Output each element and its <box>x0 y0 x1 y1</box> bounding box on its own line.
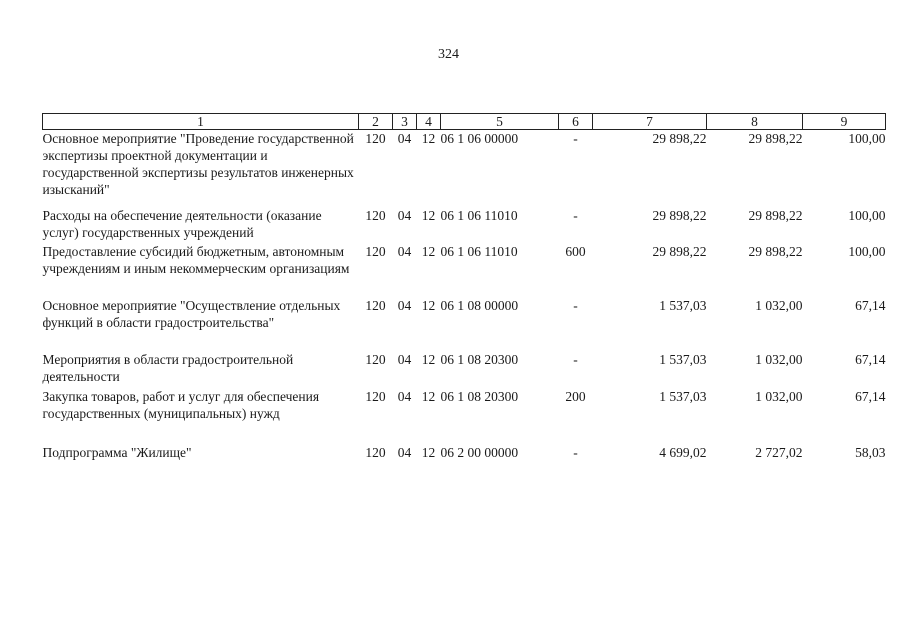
row-name: Предоставление субсидий бюджетным, автономным учреждениям и иным некоммерческим организациям <box>42 243 350 276</box>
row-c8: 2 727,02 <box>755 444 803 460</box>
header-col-9: 9 <box>803 114 886 130</box>
row-name: Подпрограмма "Жилище" <box>42 444 192 460</box>
row-c4: 12 <box>421 444 436 460</box>
table-row <box>43 388 886 424</box>
header-col-3: 3 <box>393 114 417 130</box>
header-col-1: 1 <box>43 114 359 130</box>
row-c8: 1 032,00 <box>755 351 803 367</box>
row-c6: - <box>573 351 578 367</box>
row-c8: 29 898,22 <box>748 131 803 146</box>
spacer-row <box>43 424 886 444</box>
row-c9: 67,14 <box>855 351 886 367</box>
budget-table <box>42 113 886 464</box>
row-c5: 06 1 06 11010 <box>440 207 518 223</box>
table-row <box>43 207 886 243</box>
row-c8: 1 032,00 <box>755 297 803 313</box>
row-c7: 29 898,22 <box>652 131 707 146</box>
row-c9: 67,14 <box>855 297 886 313</box>
row-c6: - <box>573 444 578 460</box>
row-c7: 4 699,02 <box>659 444 707 460</box>
row-c2: 120 <box>365 444 386 460</box>
row-c5: 06 1 08 00000 <box>440 297 519 313</box>
row-c5: 06 1 08 20300 <box>440 388 519 404</box>
row-c9: 100,00 <box>848 131 886 146</box>
row-c4: 12 <box>421 131 436 146</box>
table-row <box>43 351 886 388</box>
page-number: 324 <box>438 47 459 62</box>
table-row <box>43 297 886 351</box>
row-c6: 600 <box>565 243 586 259</box>
row-c6: - <box>573 131 578 146</box>
row-c3: 04 <box>397 243 412 259</box>
row-c9: 100,00 <box>848 243 886 259</box>
row-c3: 04 <box>397 351 412 367</box>
row-c4: 12 <box>421 243 436 259</box>
row-c7: 1 537,03 <box>659 351 707 367</box>
row-c4: 12 <box>421 351 436 367</box>
header-col-8: 8 <box>707 114 803 130</box>
row-c8: 29 898,22 <box>748 207 803 223</box>
row-c6: - <box>573 207 578 223</box>
row-c9: 67,14 <box>855 388 886 404</box>
spacer-cell <box>43 424 886 444</box>
row-c5: 06 2 00 00000 <box>440 444 519 460</box>
row-name: Закупка товаров, работ и услуг для обеспечения государственных (муниципальных) нужд <box>42 388 320 421</box>
row-c2: 120 <box>365 388 386 404</box>
row-c3: 04 <box>397 297 412 313</box>
row-c9: 58,03 <box>855 444 886 460</box>
row-c5: 06 1 06 11010 <box>440 243 518 259</box>
row-name: Мероприятия в области градостроительной деятельности <box>42 351 294 384</box>
row-c2: 120 <box>365 297 386 313</box>
row-c8: 29 898,22 <box>748 243 803 259</box>
row-name: Основное мероприятие "Осуществление отдельных функций в области градостроительства" <box>42 297 341 330</box>
row-name: Расходы на обеспечение деятельности (оказание услуг) государственных учреждений <box>42 207 322 240</box>
row-c2: 120 <box>365 243 386 259</box>
row-c4: 12 <box>421 297 436 313</box>
table-row <box>43 243 886 297</box>
row-c6: - <box>573 297 578 313</box>
row-c4: 12 <box>421 207 436 223</box>
row-c2: 120 <box>365 207 386 223</box>
table-row <box>43 444 886 464</box>
row-c7: 1 537,03 <box>659 297 707 313</box>
header-col-5: 5 <box>441 114 559 130</box>
row-c7: 1 537,03 <box>659 388 707 404</box>
row-c7: 29 898,22 <box>652 207 707 223</box>
header-col-7: 7 <box>593 114 707 130</box>
row-c3: 04 <box>397 207 412 223</box>
table-header-row <box>43 114 886 130</box>
row-c6: 200 <box>565 388 586 404</box>
row-name: Основное мероприятие "Проведение государственной экспертизы проектной документации и государственной экспертизы результатов инженерных изысканий" <box>42 131 354 197</box>
row-c3: 04 <box>397 131 412 146</box>
row-c2: 120 <box>365 131 386 146</box>
row-c8: 1 032,00 <box>755 388 803 404</box>
row-c9: 100,00 <box>848 207 886 223</box>
header-col-6: 6 <box>559 114 593 130</box>
row-c4: 12 <box>421 388 436 404</box>
header-col-2: 2 <box>359 114 393 130</box>
row-c5: 06 1 08 20300 <box>440 351 519 367</box>
row-c2: 120 <box>365 351 386 367</box>
row-c7: 29 898,22 <box>652 243 707 259</box>
row-c3: 04 <box>397 444 412 460</box>
table-row <box>43 130 886 207</box>
header-col-4: 4 <box>417 114 441 130</box>
row-c3: 04 <box>397 388 412 404</box>
row-c5: 06 1 06 00000 <box>440 131 519 146</box>
